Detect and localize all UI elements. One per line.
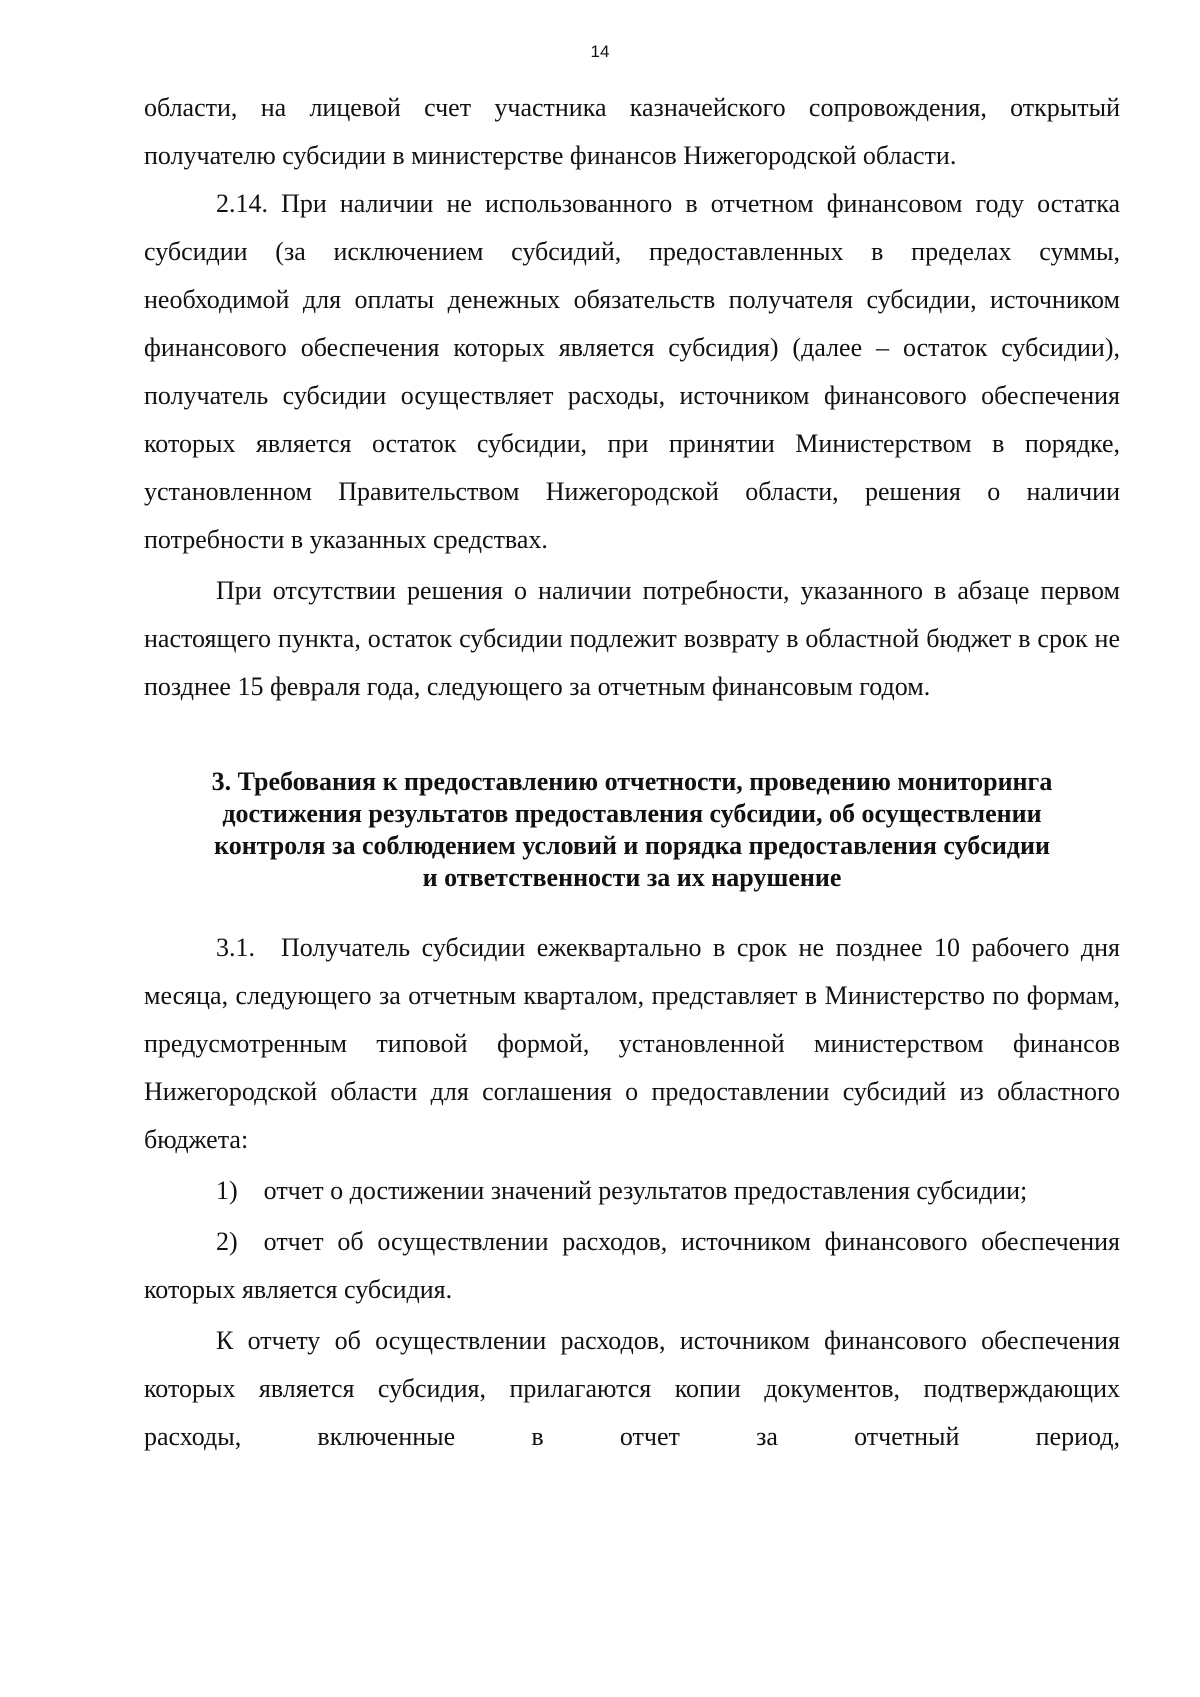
- section-heading-line: контроля за соблюдением условий и порядка предоставления субсидии: [214, 831, 1050, 860]
- section-heading-line: и ответственности за их нарушение: [422, 863, 842, 892]
- section-heading: [144, 766, 1120, 894]
- section-heading-line: достижения результатов предоставления субсидии, об осуществлении: [222, 799, 1042, 828]
- paragraph-3-1: 3.1. Получатель субсидии ежеквартально в срок не позднее 10 рабочего дня месяца, следующего за отчетным кварталом, представляет в Министерство по формам, предусмотренным типовой формой, установленной министерством финансов Нижегородской области для соглашения о предоставлении субсидий из областного бюджета:: [144, 933, 1120, 1154]
- page-number: 14: [590, 42, 610, 61]
- paragraph-remainder-return: При отсутствии решения о наличии потребности, указанного в абзаце первом настоящего пункта, остаток субсидии подлежит возврату в областной бюджет в срок не позднее 15 февраля года, следующего за отчетным финансовым годом.: [144, 576, 1120, 701]
- paragraph-report-attachments: К отчету об осуществлении расходов, источником финансового обеспечения которых является субсидия, прилагаются копии документов, подтверждающих расходы, включенные в отчет за отчетный период,: [144, 1326, 1120, 1451]
- paragraph-2-14: 2.14. При наличии не использованного в отчетном финансовом году остатка субсидии (за исключением субсидий, предоставленных в пределах суммы, необходимой для оплаты денежных обязательств получателя субсидии, источником финансового обеспечения которых является субсидия) (далее – остаток субсидии), получатель субсидии осуществляет расходы, источником финансового обеспечения которых является остаток субсидии, при принятии Министерством в порядке, установленном Правительством Нижегородской области, решения о наличии потребности в указанных средствах.: [144, 189, 1120, 554]
- paragraph-continuation: области, на лицевой счет участника казначейского сопровождения, открытый получателю субсидии в министерстве финансов Нижегородской области.: [144, 93, 1120, 170]
- list-item-2: 2) отчет об осуществлении расходов, источником финансового обеспечения которых является субсидия.: [144, 1227, 1120, 1304]
- list-item-1: 1) отчет о достижении значений результатов предоставления субсидии;: [216, 1176, 1028, 1205]
- document-body: [144, 84, 1120, 1461]
- section-heading-line: 3. Требования к предоставлению отчетности, проведению мониторинга: [211, 767, 1053, 796]
